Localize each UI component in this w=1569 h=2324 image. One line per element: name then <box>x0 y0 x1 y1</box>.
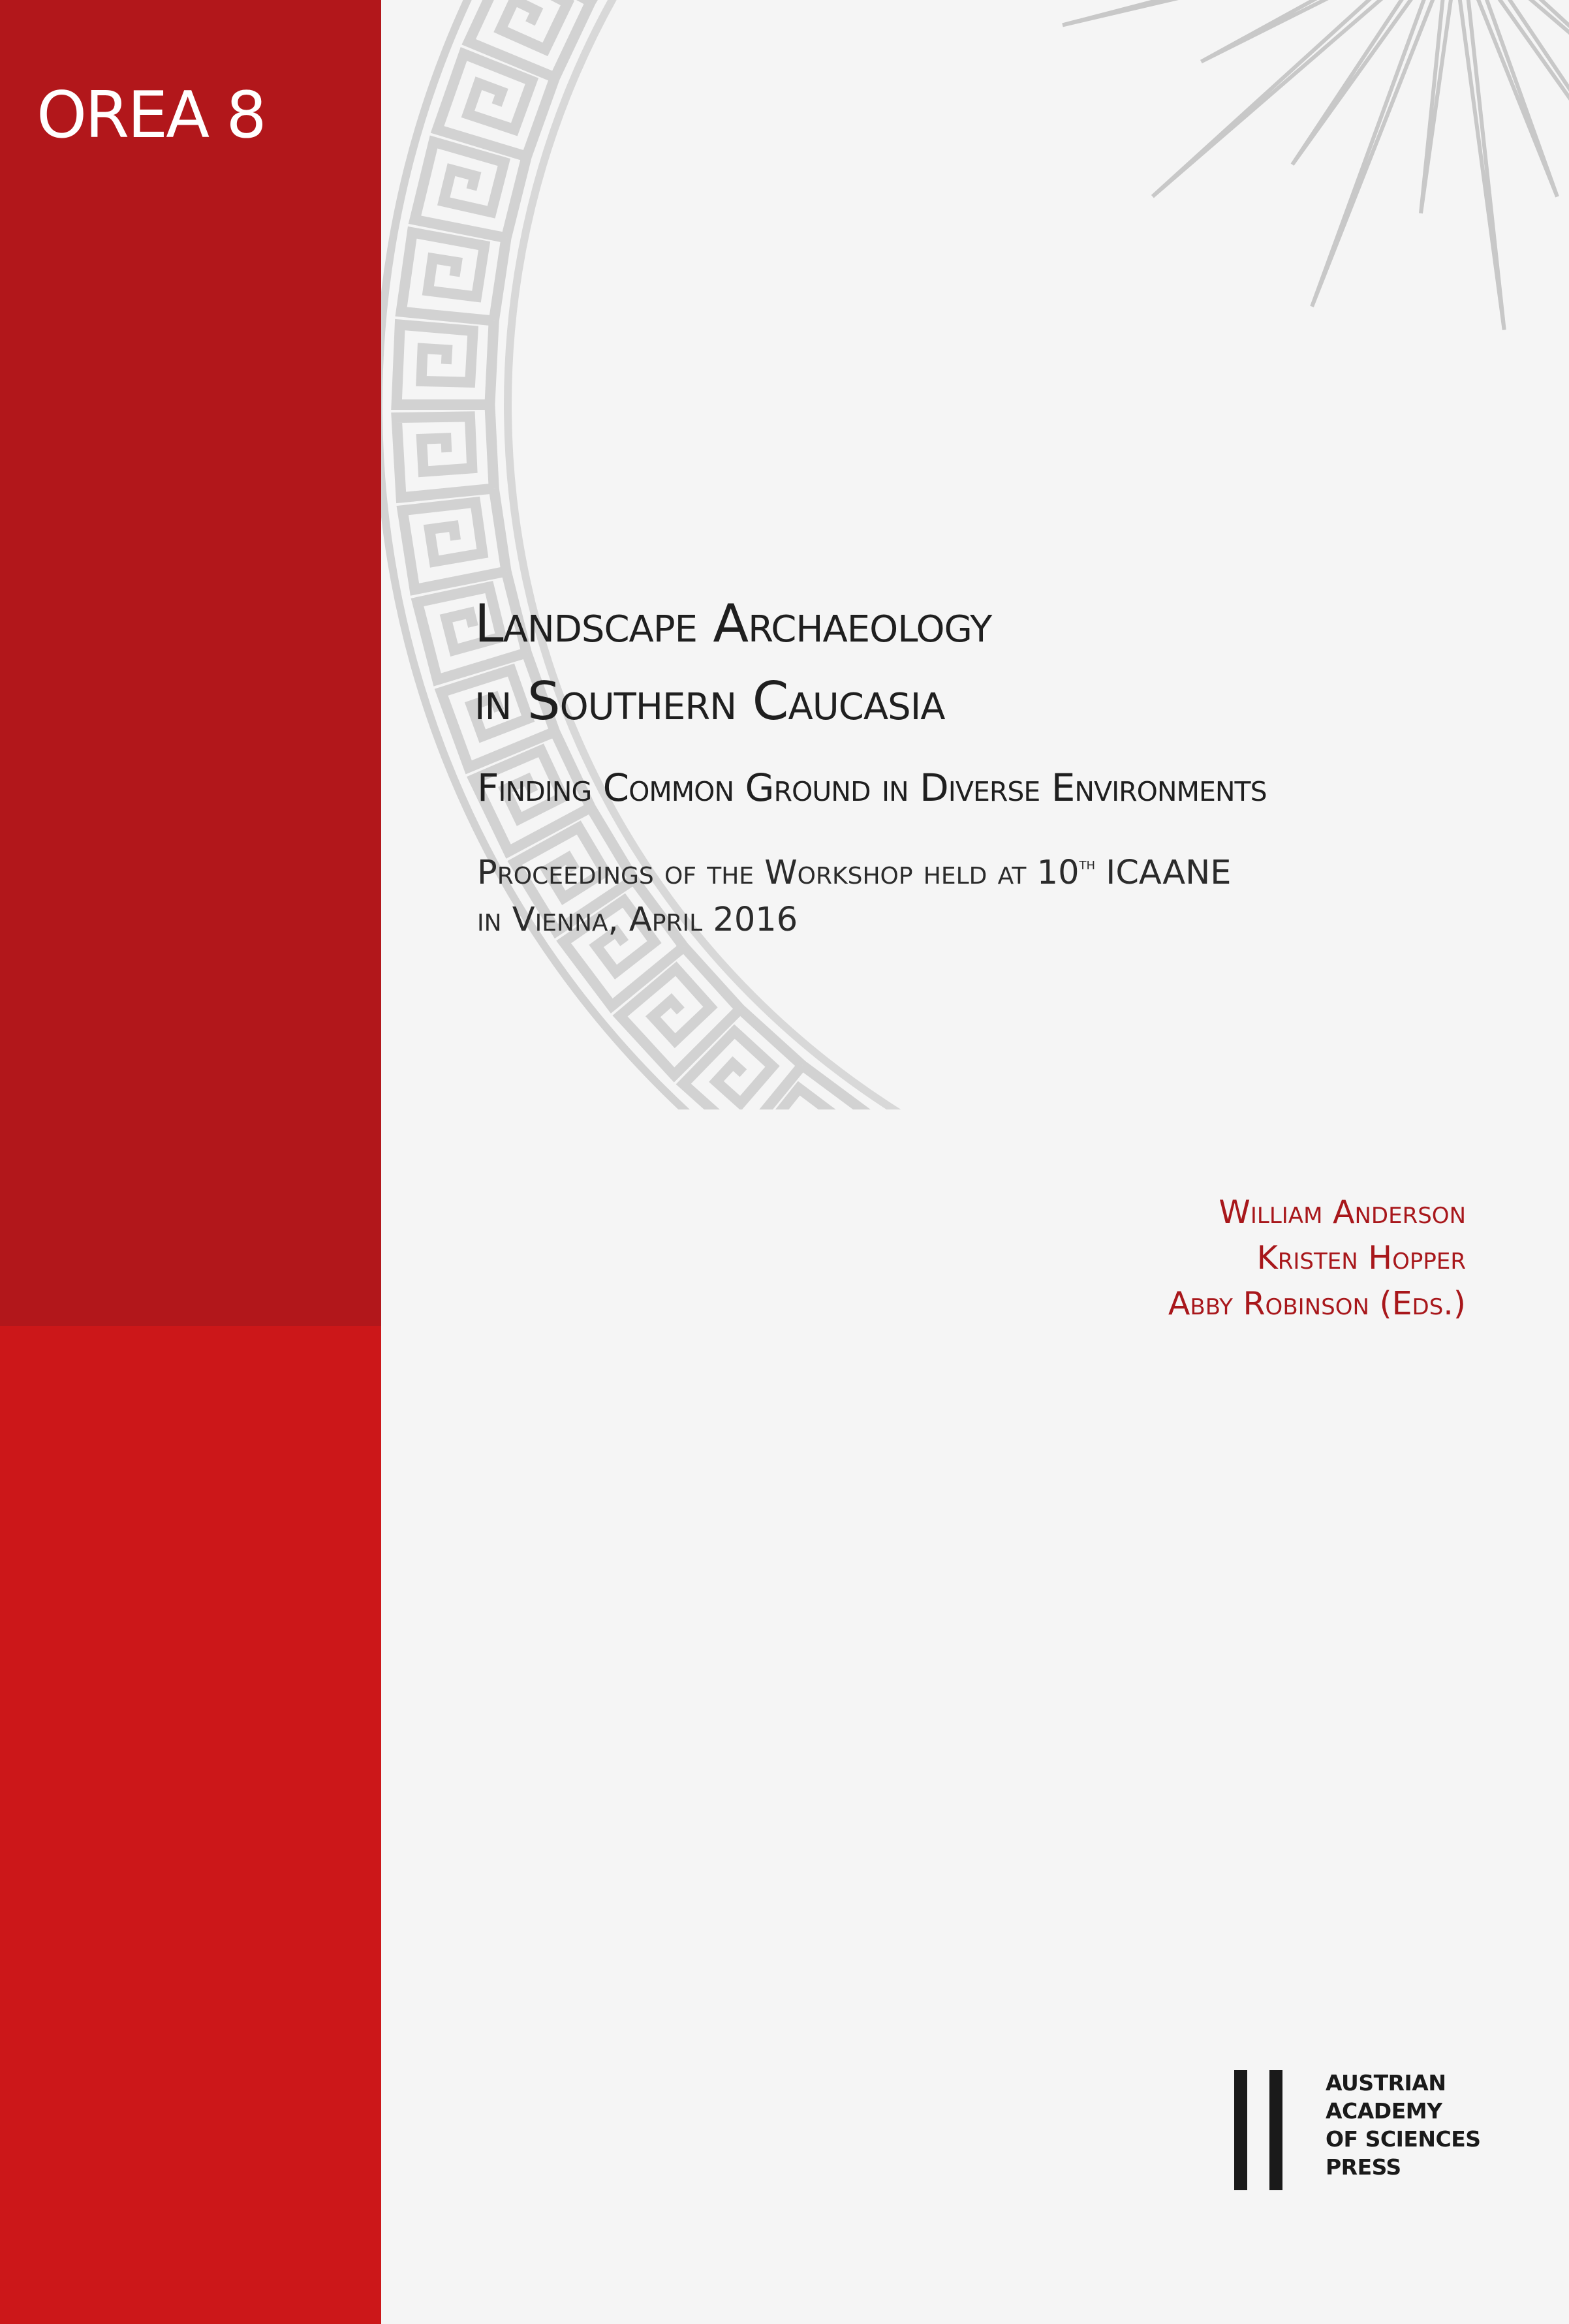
meander-segment <box>437 54 532 157</box>
publisher-line: ACADEMY <box>1326 2098 1442 2124</box>
editor-name: Kristen Hopper <box>1256 1239 1466 1277</box>
red-band-upper <box>0 0 381 1326</box>
book-title <box>474 585 991 740</box>
star-spike <box>1292 0 1433 164</box>
title-line-1: Landscape Archaeology <box>474 593 992 654</box>
meander-baseline <box>489 405 493 488</box>
double-bar-icon <box>1234 2070 1247 2190</box>
meander-segment <box>403 503 506 590</box>
double-bar-icon-second <box>1269 2070 1282 2190</box>
meander-segment <box>397 325 490 405</box>
proceedings-event: ICAANE <box>1095 854 1232 892</box>
publisher-name <box>1326 2069 1481 2181</box>
publisher-line: PRESS <box>1326 2154 1401 2180</box>
proceedings-line-1 <box>477 850 1232 897</box>
publisher-logo <box>1230 2069 1491 2199</box>
meander-segment <box>415 142 506 238</box>
series-label: OREA 8 <box>37 78 265 153</box>
editor-name: Abby Robinson (Eds.) <box>1168 1285 1466 1322</box>
editor-name: William Anderson <box>1219 1194 1466 1231</box>
proceedings-note <box>477 850 1232 944</box>
star-burst-icon <box>1063 0 1569 330</box>
meander-segment <box>397 416 494 497</box>
title-line-2: in Southern Caucasia <box>474 671 945 732</box>
meander-baseline <box>494 238 506 321</box>
proceedings-line-1-text: Proceedings of the Workshop held at 10 <box>477 854 1080 892</box>
red-band-lower <box>0 1326 381 2324</box>
publisher-line: AUSTRIAN <box>1326 2070 1446 2096</box>
meander-baseline <box>494 488 506 571</box>
proceedings-ordinal: th <box>1079 854 1096 874</box>
star-spike <box>1063 0 1412 25</box>
proceedings-line-2: in Vienna, April 2016 <box>477 901 798 939</box>
publisher-line: OF SCIENCES <box>1326 2126 1481 2152</box>
meander-baseline <box>489 321 493 405</box>
editors-list <box>1168 1190 1466 1327</box>
star-spike <box>1487 0 1569 119</box>
book-subtitle: Finding Common Ground in Diverse Environments <box>477 766 1267 810</box>
star-spike <box>1421 0 1455 213</box>
meander-segment <box>401 232 494 320</box>
